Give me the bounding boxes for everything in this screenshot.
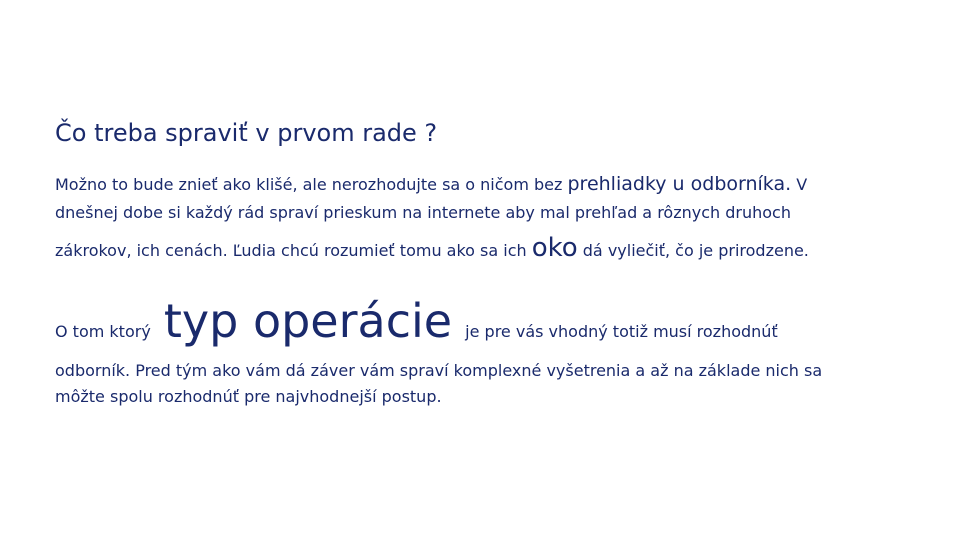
paragraph-2-line-1-text-a: O tom ktorý [55, 322, 156, 341]
paragraph-1-line-1-text-a: Možno to bude znieť ako klišé, ale nerozhodujte sa o ničom bez [55, 175, 568, 194]
paragraph-2 [55, 296, 915, 410]
paragraph-1 [55, 170, 915, 268]
slide-heading: Čo treba spraviť v prvom rade ? [55, 119, 438, 147]
paragraph-2-line-2: odborník. Pred tým ako vám dá záver vám spraví komplexné vyšetrenia a až na základe nich sa [55, 361, 823, 380]
paragraph-1-line-2: dnešnej dobe si každý rád spraví prieskum na internete aby mal prehľad a rôznych druhoch [55, 203, 791, 222]
paragraph-2-line-1-text-b: je pre vás vhodný totiž musí rozhodnúť [460, 322, 778, 341]
paragraph-1-line-3 [55, 231, 915, 268]
paragraph-1-line-3-text-b: dá vyliečiť, čo je prirodzene. [577, 241, 809, 260]
emphasis-prehliadky: prehliadky u odborníka. [567, 173, 792, 195]
emphasis-typ-operacie: typ operácie [163, 294, 453, 348]
paragraph-1-line-1 [55, 170, 915, 199]
paragraph-2-line-3: môžte spolu rozhodnúť pre najvhodnejší postup. [55, 387, 442, 406]
paragraph-2-line-1 [55, 296, 915, 358]
paragraph-1-line-1-text-b: V [791, 175, 808, 194]
emphasis-oko: oko [531, 233, 578, 263]
paragraph-1-line-3-text-a: zákrokov, ich cenách. Ľudia chcú rozumieť tomu ako sa ich [55, 241, 532, 260]
